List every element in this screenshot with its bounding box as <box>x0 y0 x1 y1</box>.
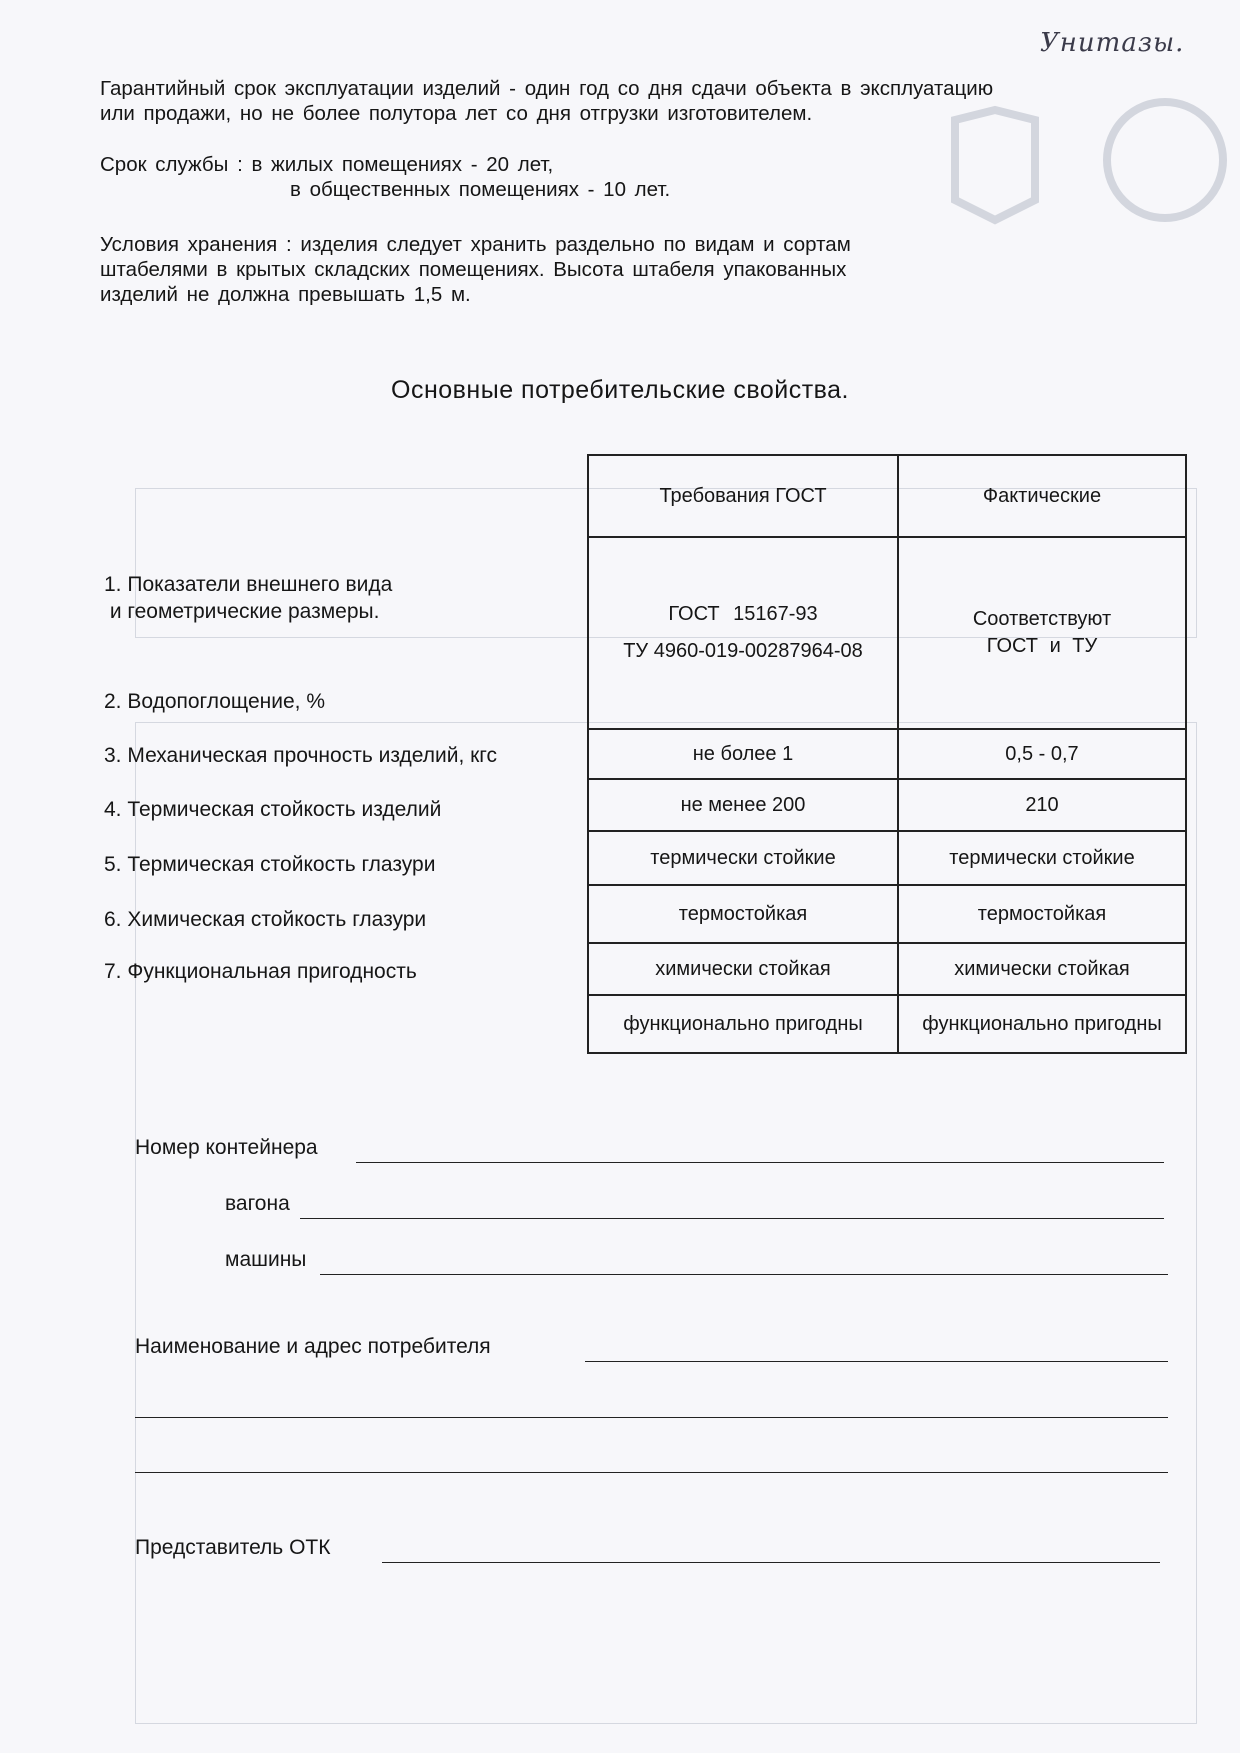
section-title: Основные потребительские свойства. <box>391 376 849 404</box>
table-row <box>588 537 1186 729</box>
container-number-line[interactable] <box>356 1162 1164 1163</box>
row-label-2: 2. Водопоглощение, % <box>104 690 325 713</box>
properties-table <box>587 454 1187 1054</box>
consumer-line-3[interactable] <box>135 1472 1168 1473</box>
row-label-1-line-1: 1. Показатели внешнего вида <box>104 573 393 596</box>
row2-actual: 0,5 - 0,7 <box>898 729 1186 779</box>
row1-actual <box>898 537 1186 729</box>
row4-actual: термически стойкие <box>898 831 1186 885</box>
row-label-4: 4. Термическая стойкость изделий <box>104 798 442 821</box>
row-label-1-line-2: и геометрические размеры. <box>104 600 380 623</box>
handwritten-note: Унитазы. <box>1040 28 1185 58</box>
consumer-label: Наименование и адрес потребителя <box>135 1335 491 1358</box>
storage-line-2: штабелями в крытых складских помещениях. Высота штабеля упакованных <box>100 258 847 281</box>
table-row <box>588 995 1186 1053</box>
row3-gost: не менее 200 <box>588 779 898 831</box>
table-row <box>588 943 1186 995</box>
table-row <box>588 885 1186 943</box>
row6-actual: химически стойкая <box>898 943 1186 995</box>
row-label-5: 5. Термическая стойкость глазури <box>104 853 436 876</box>
warranty-line-1: Гарантийный срок эксплуатации изделий - один год со дня сдачи объекта в эксплуатацию <box>100 77 994 100</box>
table-header-row <box>588 455 1186 537</box>
wagon-label: вагона <box>225 1192 290 1215</box>
container-number-label: Номер контейнера <box>135 1136 318 1159</box>
row1-gost <box>588 537 898 729</box>
row1-actual-line-2: ГОСТ и ТУ <box>986 635 1098 657</box>
otk-line[interactable] <box>382 1562 1160 1563</box>
row5-gost: термостойкая <box>588 885 898 943</box>
row7-actual: функционально пригодны <box>898 995 1186 1053</box>
service-life-text <box>100 152 670 202</box>
row1-gost-line-1: ГОСТ 15167-93 <box>668 603 818 625</box>
storage-line-1: Условия хранения : изделия следует хранить раздельно по видам и сортам <box>100 233 851 256</box>
table-row <box>588 831 1186 885</box>
row-label-7: 7. Функциональная пригодность <box>104 960 417 983</box>
row-label-1 <box>104 571 392 625</box>
vehicle-label: машины <box>225 1248 307 1271</box>
service-life-line-1: Срок службы : в жилых помещениях - 20 лет, <box>100 153 554 176</box>
row7-gost: функционально пригодны <box>588 995 898 1053</box>
row3-actual: 210 <box>898 779 1186 831</box>
row5-actual: термостойкая <box>898 885 1186 943</box>
consumer-line-1[interactable] <box>585 1361 1168 1362</box>
table-row <box>588 779 1186 831</box>
warranty-line-2: или продажи, но не более полутора лет со дня отгрузки изготовителем. <box>100 102 813 125</box>
row2-gost: не более 1 <box>588 729 898 779</box>
row-label-3: 3. Механическая прочность изделий, кгс <box>104 744 498 767</box>
row1-actual-line-1: Соответствуют <box>972 608 1112 630</box>
vehicle-line[interactable] <box>320 1274 1168 1275</box>
wagon-line[interactable] <box>300 1218 1164 1219</box>
row-label-6: 6. Химическая стойкость глазури <box>104 908 427 931</box>
consumer-line-2[interactable] <box>135 1417 1168 1418</box>
service-life-line-2: в общественных помещениях - 10 лет. <box>290 178 671 201</box>
storage-line-3: изделий не должна превышать 1,5 м. <box>100 283 471 306</box>
storage-text <box>100 232 851 307</box>
header-gost: Требования ГОСТ <box>588 455 898 537</box>
row4-gost: термически стойкие <box>588 831 898 885</box>
otk-label: Представитель ОТК <box>135 1536 331 1559</box>
row6-gost: химически стойкая <box>588 943 898 995</box>
row1-gost-line-2: ТУ 4960-019-00287964-08 <box>623 640 863 662</box>
warranty-text <box>100 76 993 126</box>
table-row <box>588 729 1186 779</box>
header-actual: Фактические <box>898 455 1186 537</box>
